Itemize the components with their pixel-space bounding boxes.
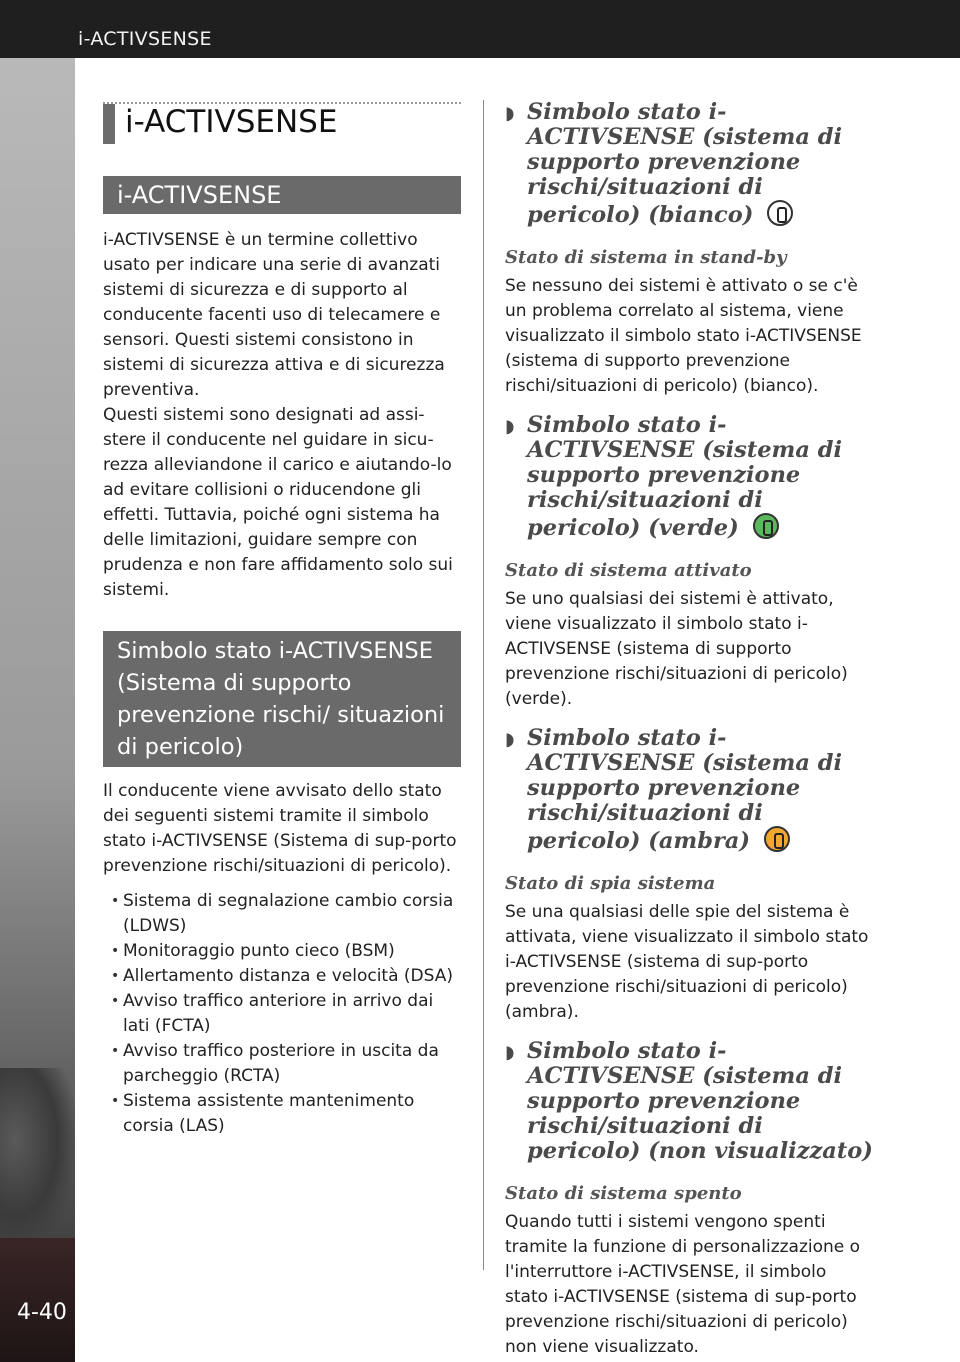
section-title-i-activsense: i-ACTIVSENSE (103, 176, 461, 214)
heading-text: i-ACTIVSENSE (125, 104, 338, 140)
status-title-text: Simbolo stato i-ACTIVSENSE (sistema di supporto prevenzione rischi/situazioni di pericolo) (non visualizzato) (527, 1038, 873, 1164)
status-text: Se uno qualsiasi dei sistemi è attivato, viene visualizzato il simbolo stato i-ACTIVSENSE (sistema di supporto prevenzione rischi/situazioni di pericolo) (verde). (505, 589, 848, 709)
status-subtitle: Stato di sistema attivato (505, 560, 752, 581)
status-text: Quando tutti i sistemi vengono spenti tramite la funzione di personalizzazione o l'interruttore i-ACTIVSENSE, il simbolo stato i-ACTIVSENSE (sistema di sup-porto prevenzione rischi/situazioni di pericolo) non viene visualizzato. (505, 1212, 861, 1357)
right-column (505, 100, 873, 1362)
status-text: Se nessuno dei sistemi è attivato o se c'è un problema correlato al sistema, viene visualizzato il simbolo stato i-ACTIVSENSE (sistema di supporto prevenzione rischi/situazioni di pericolo) (bianco). (505, 276, 862, 396)
status-subtitle: Stato di sistema spento (505, 1183, 742, 1204)
status-subtitle: Stato di sistema in stand-by (505, 247, 787, 268)
sidebar-photo-strip (0, 58, 75, 1362)
status-section-amber (505, 726, 873, 1025)
status-title-amber (505, 726, 873, 854)
section-marker-icon: ◗ (505, 103, 515, 124)
status-title-text: Simbolo stato i-ACTIVSENSE (sistema di supporto prevenzione rischi/situazioni di pericolo) (verde) (527, 412, 843, 541)
section-marker-icon: ◗ (505, 1042, 515, 1063)
left-column (103, 100, 461, 1139)
status-intro-paragraph: Il conducente viene avvisato dello stato dei seguenti sistemi tramite il simbolo stato i-ACTIVSENSE (Sistema di sup-porto prevenzione rischi/situazioni di pericolo). (103, 781, 457, 876)
intro-paragraph-1: i-ACTIVSENSE è un termine collettivo usato per indicare una serie di avanzati sistemi di sicurezza e di supporto al conducente facenti uso di telecamere e sensori. Questi sistemi consistono in sistemi di sicurezza attiva e di sicurezza preventiva. (103, 230, 445, 400)
status-title-green (505, 413, 873, 541)
sidebar-photo-detail (0, 1068, 75, 1248)
header-bar (0, 0, 960, 58)
list-item: • Sistema di segnalazione cambio corsia (LDWS) (103, 889, 461, 939)
list-item: • Avviso traffico posteriore in uscita da parcheggio (RCTA) (103, 1039, 461, 1089)
status-title-hidden (505, 1039, 873, 1164)
status-title-white (505, 100, 873, 228)
list-item: • Allertamento distanza e velocità (DSA) (103, 964, 461, 989)
status-section-white (505, 100, 873, 399)
intro-paragraph-2: Questi sistemi sono designati ad assi-stere il conducente nel guidare in sicu-rezza alleviandone il carico e aiutando-lo ad evitare collisioni o riducendone gli effetti. Tuttavia, poiché ogni sistema ha delle limitazioni, guidare sempre con prudenza e non fare affidamento solo sui sistemi. (103, 405, 453, 600)
list-item: • Sistema assistente mantenimento corsia (LAS) (103, 1089, 461, 1139)
section-title-status-symbol: Simbolo stato i-ACTIVSENSE (Sistema di supporto prevenzione rischi/ situazioni di pericolo) (103, 631, 461, 767)
status-title-text: Simbolo stato i-ACTIVSENSE (sistema di supporto prevenzione rischi/situazioni di pericolo) (ambra) (527, 725, 843, 854)
page-number: 4-40 (17, 1300, 67, 1325)
status-subtitle: Stato di spia sistema (505, 873, 716, 894)
column-divider (483, 100, 484, 1270)
section-marker-icon: ◗ (505, 729, 515, 750)
heading-bar (103, 104, 115, 144)
list-item: • Avviso traffico anteriore in arrivo dai lati (FCTA) (103, 989, 461, 1039)
header-title: i-ACTIVSENSE (78, 28, 212, 50)
status-title-text: Simbolo stato i-ACTIVSENSE (sistema di supporto prevenzione rischi/situazioni di pericolo) (bianco) (527, 99, 843, 228)
status-section-green (505, 413, 873, 712)
chapter-heading (103, 100, 461, 148)
systems-list (103, 889, 461, 1139)
green-status-icon (753, 513, 779, 539)
section-marker-icon: ◗ (505, 416, 515, 437)
status-section-hidden (505, 1039, 873, 1360)
amber-status-icon (764, 826, 790, 852)
list-item: • Monitoraggio punto cieco (BSM) (103, 939, 461, 964)
status-text: Se una qualsiasi delle spie del sistema è attivata, viene visualizzato il simbolo stato i-ACTIVSENSE (sistema di sup-porto prevenzione rischi/situazioni di pericolo) (ambra). (505, 902, 869, 1022)
white-status-icon (767, 200, 793, 226)
